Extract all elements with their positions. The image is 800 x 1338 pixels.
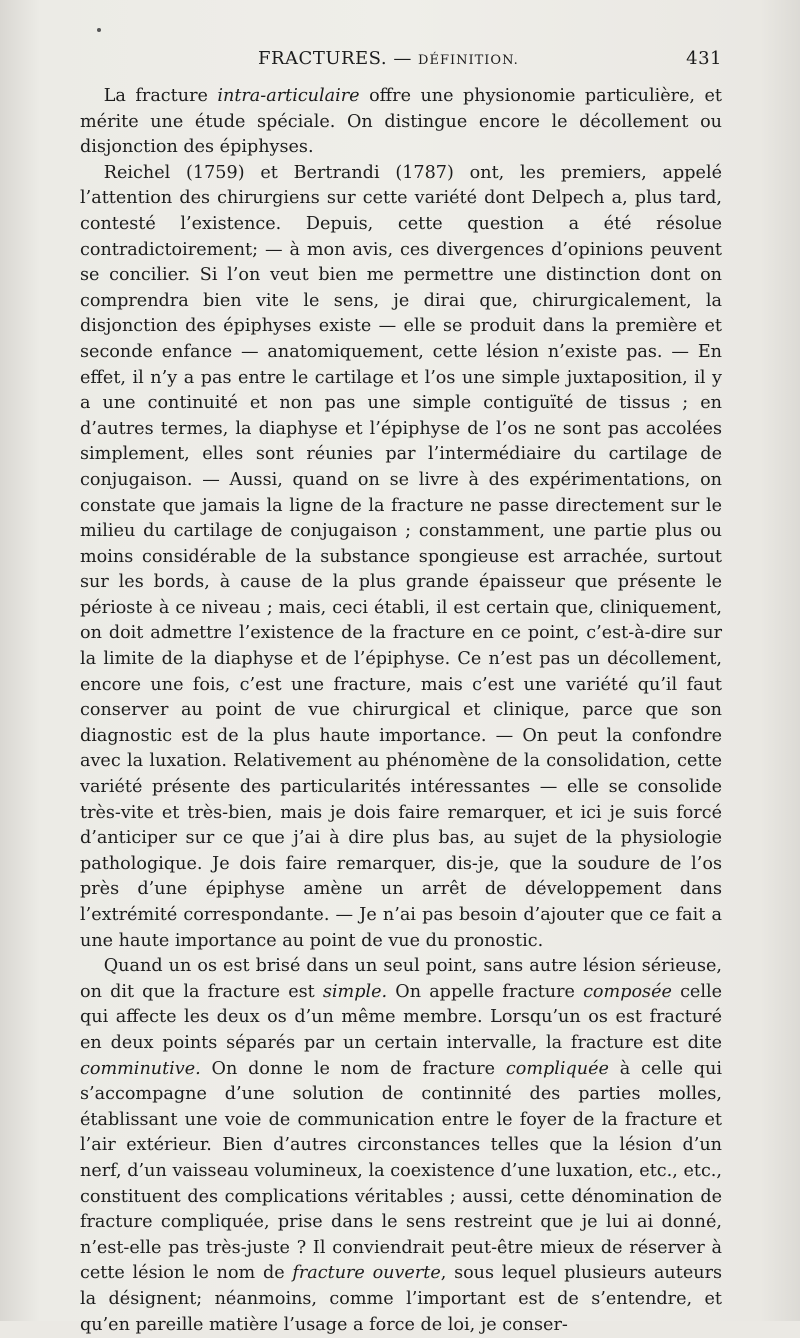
paragraph: [80, 954, 722, 1338]
running-title: [258, 48, 519, 69]
ink-speck: [97, 28, 101, 32]
running-title-sub: DÉFINITION.: [418, 53, 519, 68]
running-header: [80, 48, 722, 76]
text-run: celle qui affecte les deux os d’un même membre. Lorsqu’un os est fracturé en deux points séparés par un certain intervalle, la fracture est dite: [80, 981, 723, 1053]
page-number: 431: [686, 48, 722, 69]
text-run: La fracture: [103, 86, 218, 106]
italic-run: simple.: [322, 981, 388, 1002]
text-run: On appelle fracture: [387, 981, 584, 1002]
italic-run: intra-articulaire: [217, 86, 360, 106]
text-run: , sous lequel plusieurs auteurs la désignent; néanmoins, comme l’important est de s’entendre, et qu’en pareille matière l’usage a force de loi, je conser-: [80, 1263, 723, 1335]
running-title-dash: —: [387, 48, 419, 69]
text-run: On donne le nom de fracture: [200, 1058, 506, 1079]
italic-run: composée: [583, 981, 672, 1002]
paragraph: [80, 161, 722, 954]
italic-run: comminutive.: [80, 1058, 201, 1079]
text-run: offre une physionomie particulière, et mérite une étude spéciale. On distingue encore le décollement ou disjonction des épiphyses.: [80, 86, 722, 158]
text-run: Quand un os est brisé dans un seul point, sans autre lésion sérieuse, on dit que la fracture est: [80, 956, 722, 1002]
text-run: à celle qui s’accompagne d’une solution de continnité des parties molles, établissant une voie de communication entre le foyer de la fracture et l’air extérieur. Bien d’autres circonstances telles que la lésion d’un nerf, d’un vaisseau volumineux, la coexistence d’une luxation, etc., etc., constituent des complications véritables ; aussi, cette dénomination de fracture compliquée, prise dans le sens restreint que je lui ai donné, n’est-elle pas très-juste ? Il conviendrait peut-être mieux de réserver à cette lésion le nom de: [80, 1058, 723, 1284]
text-run: Reichel (1759) et Bertrandi (1787) ont, les premiers, appelé l’attention des chirurgiens sur cette variété dont Delpech a, plus tard, contesté l’existence. Depuis, cette question a été résolue contradictoirement; — à mon avis, ces divergences d’opinions peuvent se concilier. Si l’on veut bien me permettre une distinction dont on comprendra bien vite le sens, je dirai que, chirurgicalement, la disjonction des épiphyses existe — elle se produit dans la première et seconde enfance — anatomiquement, cette lésion n’existe pas. — En effet, il n’y a pas entre le cartilage et l’os une simple juxtaposition, il y a une continuité et non pas une simple contiguïté de tissus ; en d’autres termes, la diaphyse et l’épiphyse de l’os ne sont pas accolées simplement, elles sont réunies par l’intermédiaire du cartilage de conjugaison. — Aussi, quand on se livre à des expérimentations, on constate que jamais la ligne de la fracture ne passe directement sur le milieu du cartilage de conjugaison ; constamment, une partie plus ou moins considérable de la substance spongieuse est arrachée, surtout sur les bords, à cause de la plus grande épaisseur que présente le périoste à ce niveau ; mais, ceci établi, il est certain que, cliniquement, on doit admettre l’existence de la fracture en ce point, c’est-à-dire sur la limite de la diaphyse et de l’épiphyse. Ce n’est pas un décollement, encore une fois, c’est une fracture, mais c’est une variété qu’il faut conserver au point de vue chirurgical et clinique, parce que son diagnostic est de la plus haute importance. — On peut la confondre avec la luxation. Relativement au phénomène de la consolidation, cette variété présente des particularités intéressantes — elle se consolide très-vite et très-bien, mais je dois faire remarquer, et ici je suis forcé d’anticiper sur ce que j’ai à dire plus bas, au sujet de la physiologie pathologique. Je dois faire remarquer, dis-je, que la soudure de l’os près d’une épiphyse amène un arrêt de développement dans l’extrémité correspondante. — Je n’ai pas besoin d’ajouter que ce fait a une haute importance au point de vue du pronostic.: [80, 162, 722, 951]
italic-run: fracture ouverte: [292, 1263, 441, 1284]
paragraph: [80, 84, 722, 161]
running-title-main: FRACTURES.: [258, 48, 388, 69]
body-text: [80, 84, 722, 1338]
italic-run: compliquée: [505, 1058, 609, 1079]
